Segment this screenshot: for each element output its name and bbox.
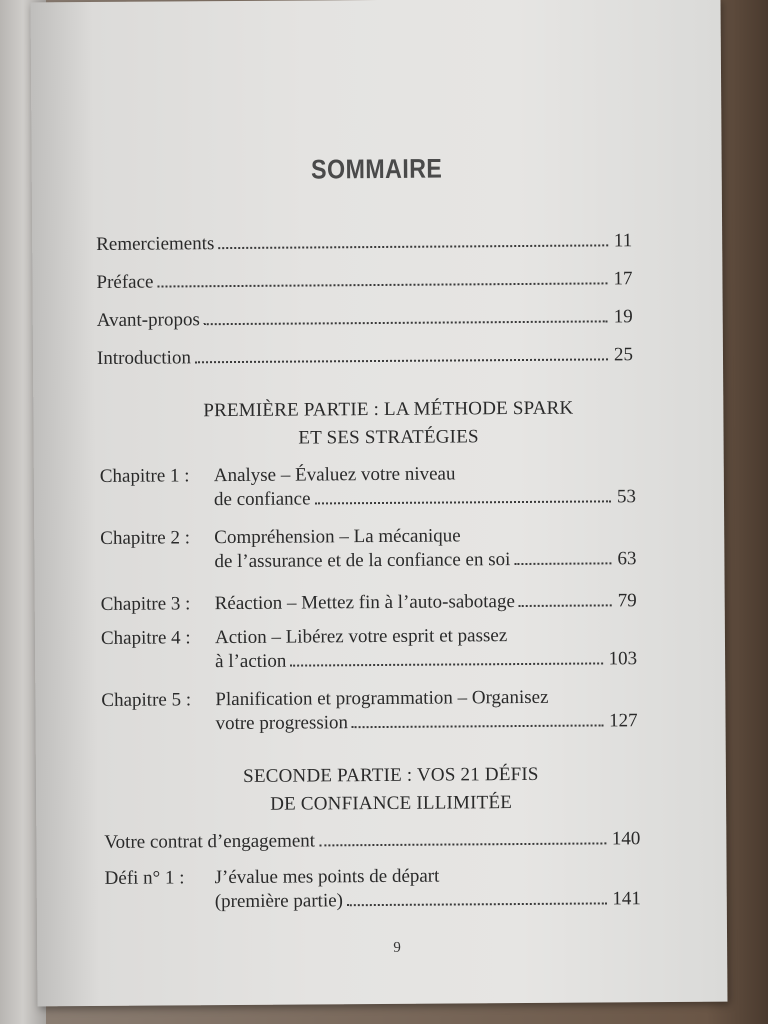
chapter-3-entry — [101, 590, 637, 624]
toc-entry-label: Remerciements — [96, 233, 215, 255]
part1-heading-line1: PREMIÈRE PARTIE : LA MÉTHODE SPARK — [203, 397, 574, 422]
toc-entry-label: Préface — [96, 271, 154, 293]
leader-dots — [315, 500, 611, 504]
toc-entry-page: 17 — [613, 268, 633, 290]
defi-title-line2: (première partie) — [214, 890, 344, 913]
chapter-1-entry — [100, 462, 636, 526]
chapter-2-entry — [100, 524, 636, 588]
chapter-label: Chapitre 1 : — [99, 465, 190, 487]
leader-dots — [218, 244, 608, 249]
defi-1-entry — [105, 864, 641, 928]
defi-page: 141 — [612, 888, 641, 910]
defi-label: Défi n° 1 : — [104, 867, 185, 889]
defi-title-line1: J’évalue mes points de départ — [214, 865, 440, 889]
toc-entry-page: 19 — [613, 306, 633, 328]
chapter-title-line1: Action – Libérez votre esprit et passez — [214, 625, 508, 649]
page-title: SOMMAIRE — [310, 153, 443, 185]
toc-entry-remerciements — [96, 230, 632, 256]
leader-dots — [519, 604, 612, 607]
chapter-title-line2: à l’action — [215, 650, 287, 673]
part2-heading-line1: SECONDE PARTIE : VOS 21 DÉFIS — [243, 763, 539, 787]
chapter-label: Chapitre 4 : — [100, 627, 191, 649]
chapter-4-entry — [101, 624, 637, 688]
chapter-5-entry — [101, 686, 637, 750]
toc-entry-label: Votre contrat d’engagement — [104, 830, 316, 853]
chapter-page: 53 — [616, 486, 637, 508]
chapter-title-line1: Analyse – Évaluez votre niveau — [213, 463, 456, 487]
toc-entry-page: 25 — [613, 344, 634, 366]
page-number: 9 — [393, 939, 401, 956]
chapter-title-line1: Réaction – Mettez fin à l’auto-sabotage — [214, 591, 515, 615]
leader-dots — [195, 358, 608, 363]
toc-entry-introduction — [97, 344, 633, 370]
toc-entry-label: Avant-propos — [96, 309, 200, 331]
toc-entry-preface — [96, 268, 632, 294]
chapter-title-line2: de l’assurance et de la confiance en soi — [214, 549, 511, 573]
part1-heading-line2: ET SES STRATÉGIES — [298, 426, 479, 449]
leader-dots — [352, 724, 603, 728]
chapter-page: 127 — [608, 710, 638, 732]
chapter-title-line1: Compréhension – La mécanique — [214, 525, 461, 549]
chapter-page: 103 — [608, 648, 638, 670]
leader-dots — [514, 562, 611, 565]
chapter-title-line2: de confiance — [213, 488, 311, 511]
leader-dots — [347, 902, 606, 906]
toc-entry-page: 140 — [611, 828, 641, 850]
chapter-page: 63 — [617, 548, 637, 570]
chapter-title-line1: Planification et programmation – Organisez — [215, 686, 549, 711]
leader-dots — [290, 662, 602, 666]
leader-dots — [204, 320, 608, 325]
part2-heading — [36, 760, 726, 821]
chapter-page: 79 — [617, 590, 637, 612]
chapter-label: Chapitre 2 : — [100, 527, 191, 549]
chapter-label: Chapitre 3 : — [100, 593, 191, 615]
toc-entry-contrat — [104, 828, 640, 854]
part1-heading — [33, 394, 723, 455]
leader-dots — [157, 282, 607, 287]
leader-dots — [319, 842, 606, 846]
book-page — [31, 0, 728, 1006]
chapter-label: Chapitre 5 : — [101, 689, 192, 711]
part2-heading-line2: DE CONFIANCE ILLIMITÉE — [270, 792, 513, 815]
toc-entry-label: Introduction — [96, 347, 191, 369]
toc-entry-avant-propos — [97, 306, 633, 332]
toc-entry-page: 11 — [613, 230, 633, 252]
chapter-title-line2: votre progression — [215, 712, 349, 735]
